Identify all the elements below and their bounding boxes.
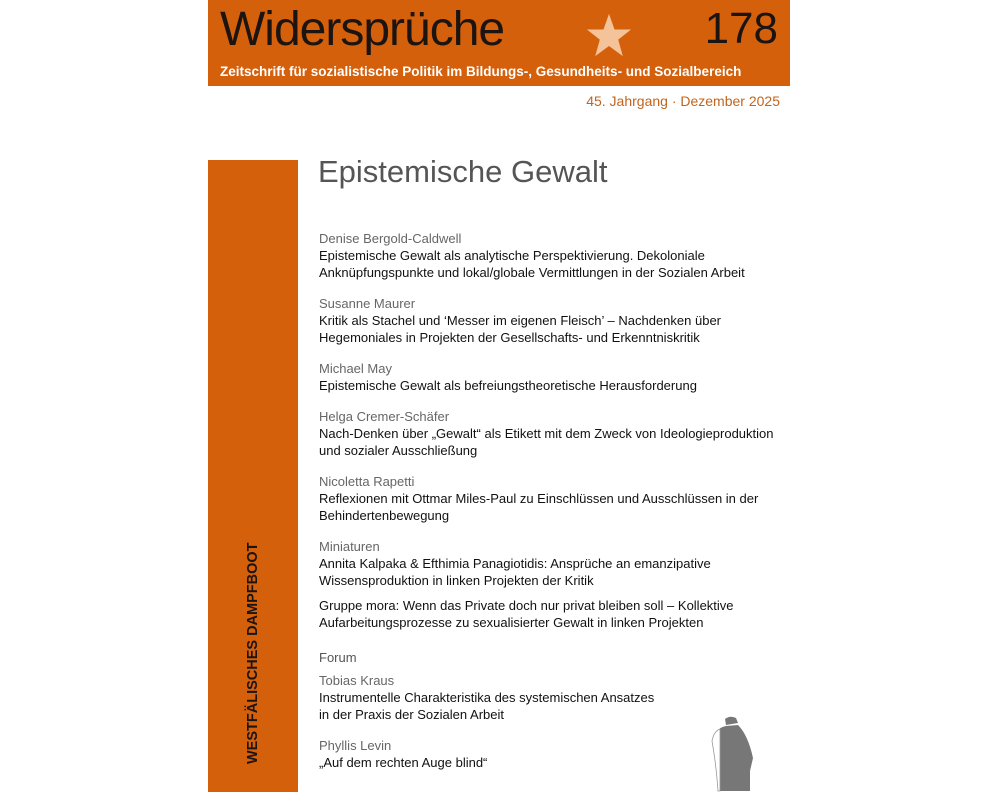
header-banner xyxy=(208,0,790,86)
magazine-title: Widersprüche xyxy=(220,3,505,56)
publisher-name: WESTFÄLISCHES DAMPFBOOT xyxy=(245,542,261,764)
entry-title: Epistemische Gewalt als analytische Perspektivierung. Dekoloniale Anknüpfungspunkte und lokal/globale Vermittlungen in der Sozialen Arbeit xyxy=(319,248,745,280)
entry-title: „Auf dem rechten Auge blind“ xyxy=(319,755,488,770)
book-cover xyxy=(208,0,790,800)
entry-author: Susanne Maurer xyxy=(319,296,416,311)
entry-author: Miniaturen xyxy=(319,539,380,554)
entry-title: Reflexionen mit Ottmar Miles-Paul zu Einschlüssen und Ausschlüssen in der Behindertenbewegung xyxy=(319,491,759,523)
entry-author: Denise Bergold-Caldwell xyxy=(319,231,462,246)
entry-author: Phyllis Levin xyxy=(319,738,392,753)
entry-title: Kritik als Stachel und ‘Messer im eigenen Fleisch’ – Nachdenken über Hegemoniales in Projekten der Gesellschafts- und Erkenntniskritik xyxy=(319,313,721,345)
forum-heading: Forum xyxy=(319,650,357,665)
entry-title: Epistemische Gewalt als befreiungstheoretische Herausforderung xyxy=(319,378,697,393)
issue-title: Epistemische Gewalt xyxy=(318,154,608,189)
entry-author: Nicoletta Rapetti xyxy=(319,474,415,489)
magazine-subtitle: Zeitschrift für sozialistische Politik im Bildungs-, Gesundheits- und Sozialbereich xyxy=(220,64,742,79)
toc-entry xyxy=(319,473,779,524)
table-of-contents xyxy=(319,230,779,785)
star-icon xyxy=(586,12,632,58)
entry-author: Tobias Kraus xyxy=(319,673,395,688)
entry-author: Michael May xyxy=(319,361,392,376)
entry-title: Annita Kalpaka & Efthimia Panagiotidis: Ansprüche an emanzipative Wissensproduktion in linken Projekten der Kritik xyxy=(319,556,711,588)
toc-entry xyxy=(319,230,779,281)
entry-title: Instrumentelle Charakteristika des systemischen Ansatzes in der Praxis der Sozialen Arbeit xyxy=(319,690,655,722)
issue-date: 45. Jahrgang · Dezember 2025 xyxy=(586,93,780,109)
toc-entry xyxy=(319,360,779,394)
figure-illustration xyxy=(708,713,758,793)
toc-entry xyxy=(319,538,779,589)
entry-author: Helga Cremer-Schäfer xyxy=(319,409,450,424)
toc-entry xyxy=(319,295,779,346)
entry-title: Gruppe mora: Wenn das Private doch nur privat bleiben soll – Kollektive Aufarbeitungsprozesse zu sexualisierter Gewalt in linken Projekten xyxy=(319,598,734,630)
issue-number: 178 xyxy=(704,4,778,53)
side-bar xyxy=(208,160,298,792)
toc-entry xyxy=(319,408,779,459)
toc-entry xyxy=(319,597,779,631)
entry-title: Nach-Denken über „Gewalt“ als Etikett mit dem Zweck von Ideologieproduktion und sozialer Ausschließung xyxy=(319,426,774,458)
